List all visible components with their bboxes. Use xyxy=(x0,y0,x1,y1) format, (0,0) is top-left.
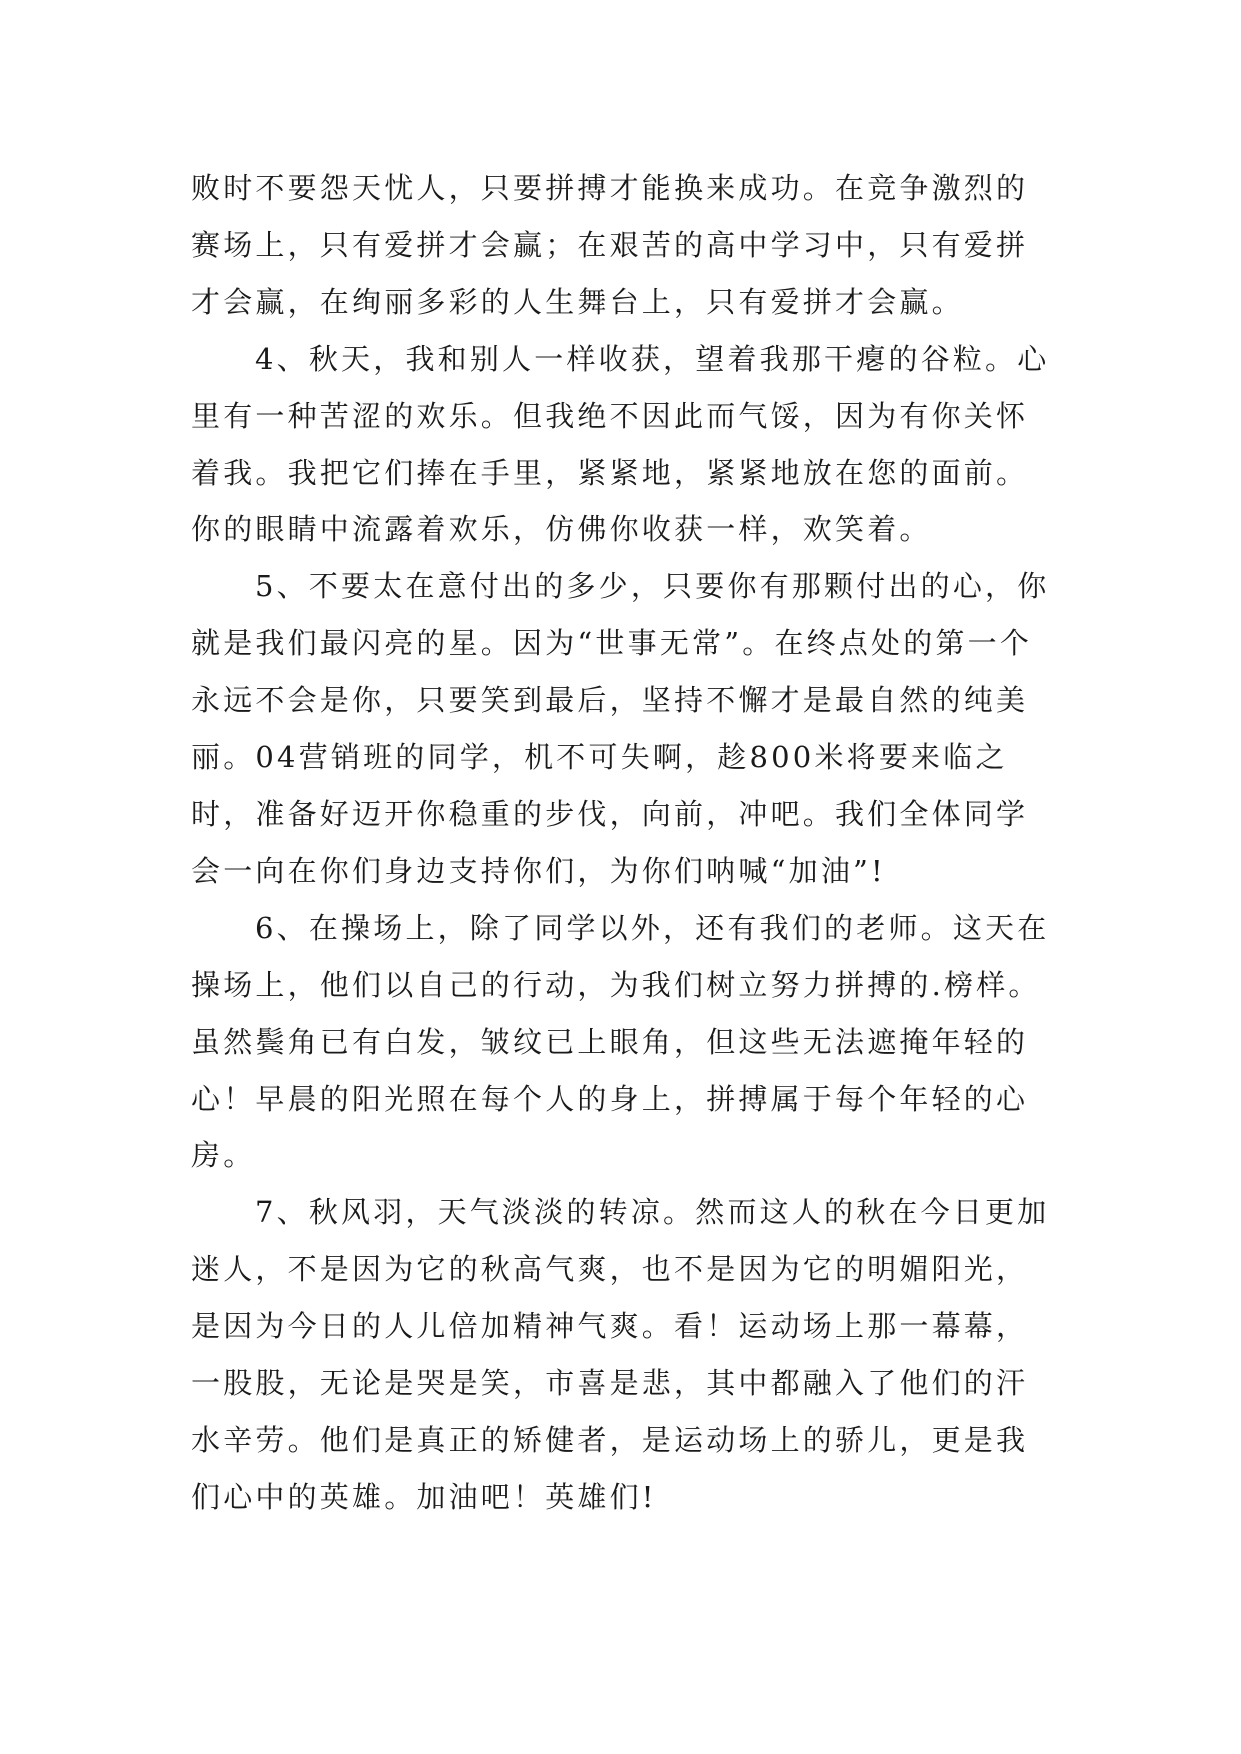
paragraph-continuation: 败时不要怨天忧人，只要拼搏才能换来成功。在竞争激烈的赛场上，只有爱拼才会赢；在艰苦的高中学习中，只有爱拼才会赢，在绚丽多彩的人生舞台上，只有爱拼才会赢。 xyxy=(191,171,1029,319)
paragraph-item-6: 6、在操场上，除了同学以外，还有我们的老师。这天在操场上，他们以自己的行动，为我们树立努力拼搏的.榜样。虽然鬓角已有白发，皱纹已上眼角，但这些无法遮掩年轻的心！早晨的阳光照在每个人的身上，拼搏属于每个年轻的心房。 xyxy=(191,910,1050,1173)
paragraph-item-5: 5、不要太在意付出的多少，只要你有那颗付出的心，你就是我们最闪亮的星。因为“世事无常”。在终点处的第一个永远不会是你，只要笑到最后，坚持不懈才是最自然的纯美丽。04营销班的同学，机不可失啊，趁800米将要来临之时，准备好迈开你稳重的步伐，向前，冲吧。我们全体同学会一向在你们身边支持你们，为你们呐喊“加油”! xyxy=(191,569,1050,888)
document-body xyxy=(191,160,1051,1526)
paragraph-item-4: 4、秋天，我和别人一样收获，望着我那干瘪的谷粒。心里有一种苦涩的欢乐。但我绝不因此而气馁，因为有你关怀着我。我把它们捧在手里，紧紧地，紧紧地放在您的面前。你的眼睛中流露着欢乐，仿佛你收获一样，欢笑着。 xyxy=(191,341,1050,547)
paragraph-item-7: 7、秋风羽，天气淡淡的转凉。然而这人的秋在今日更加迷人，不是因为它的秋高气爽，也不是因为它的明媚阳光，是因为今日的人儿倍加精神气爽。看！运动场上那一幕幕，一股股，无论是哭是笑，市喜是悲，其中都融入了他们的汗水辛劳。他们是真正的矫健者，是运动场上的骄儿，更是我们心中的英雄。加油吧！英雄们! xyxy=(191,1195,1050,1514)
